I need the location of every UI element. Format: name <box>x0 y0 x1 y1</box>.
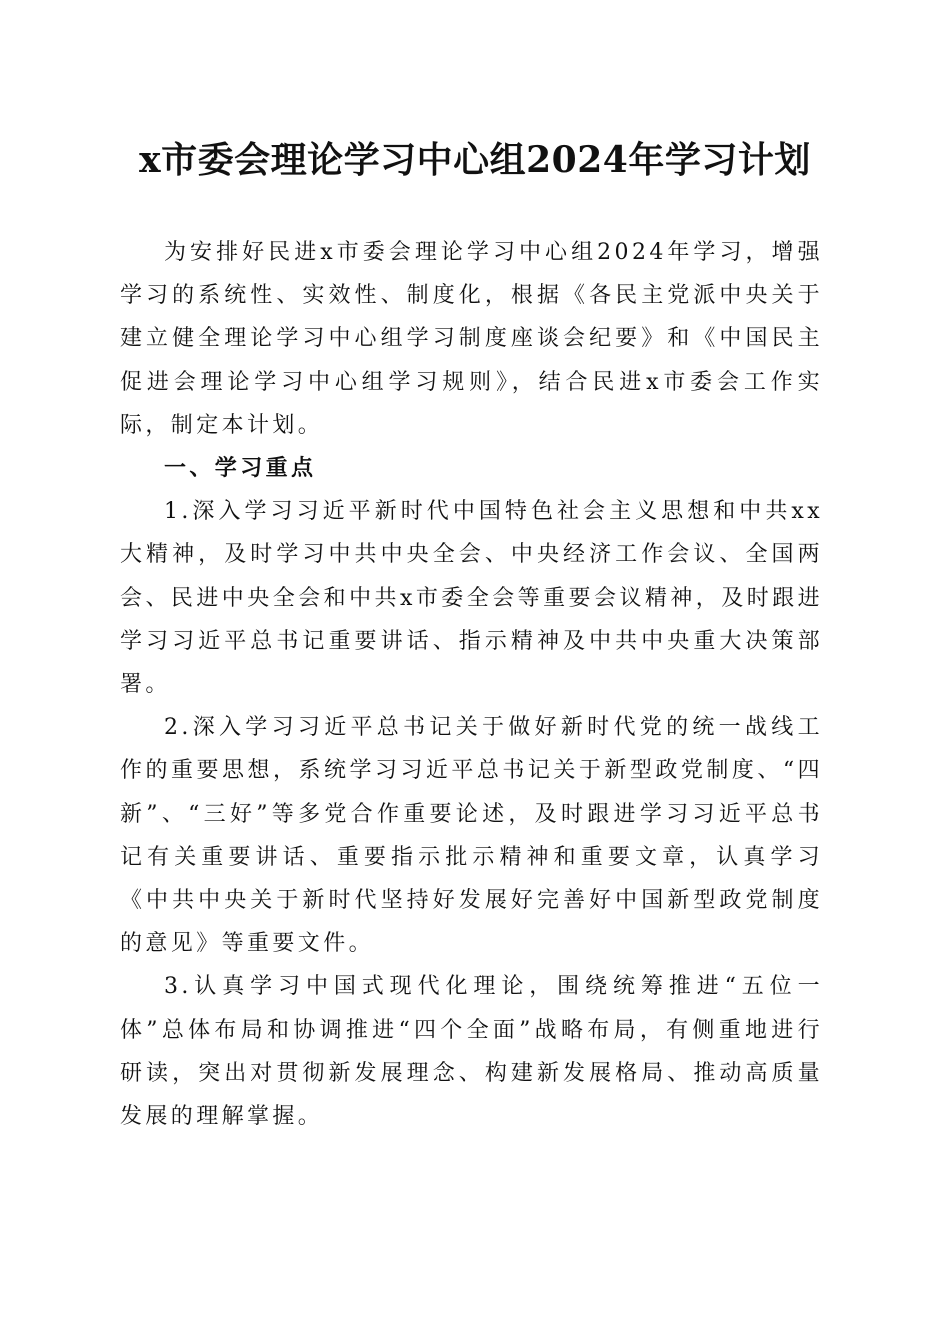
intro-paragraph: 为安排好民进x市委会理论学习中心组2024年学习，增强学习的系统性、实效性、制度化，根据《各民主党派中央关于建立健全理论学习中心组学习制度座谈会纪要》和《中国民主促进会理论学习中心组学习规则》，结合民进x市委会工作实际，制定本计划。 <box>120 240 823 438</box>
list-item-3: 3.认真学习中国式现代化理论，围绕统筹推进“五位一体”总体布局和协调推进“四个全面”战略布局，有侧重地进行研读，突出对贯彻新发展理念、构建新发展格局、推动高质量发展的理解掌握。 <box>120 974 823 1130</box>
section-heading: 一、学习重点 <box>164 456 317 482</box>
list-item-1: 1.深入学习习近平新时代中国特色社会主义思想和中共xx大精神，及时学习中共中央全会、中央经济工作会议、全国两会、民进中央全会和中共x市委全会等重要会议精神，及时跟进学习习近平总书记重要讲话、指示精神及中共中央重大决策部署。 <box>120 499 823 698</box>
document-body <box>120 231 823 1138</box>
list-item-2: 2.深入学习习近平总书记关于做好新时代党的统一战线工作的重要思想，系统学习习近平总书记关于新型政党制度、“四新”、“三好”等多党合作重要论述，及时跟进学习习近平总书记有关重要讲话、重要指示批示精神和重要文章，认真学习《中共中央关于新时代坚持好发展好完善好中国新型政党制度的意见》等重要文件。 <box>120 715 823 957</box>
document-title: x市委会理论学习中心组2024年学习计划 <box>139 139 811 181</box>
